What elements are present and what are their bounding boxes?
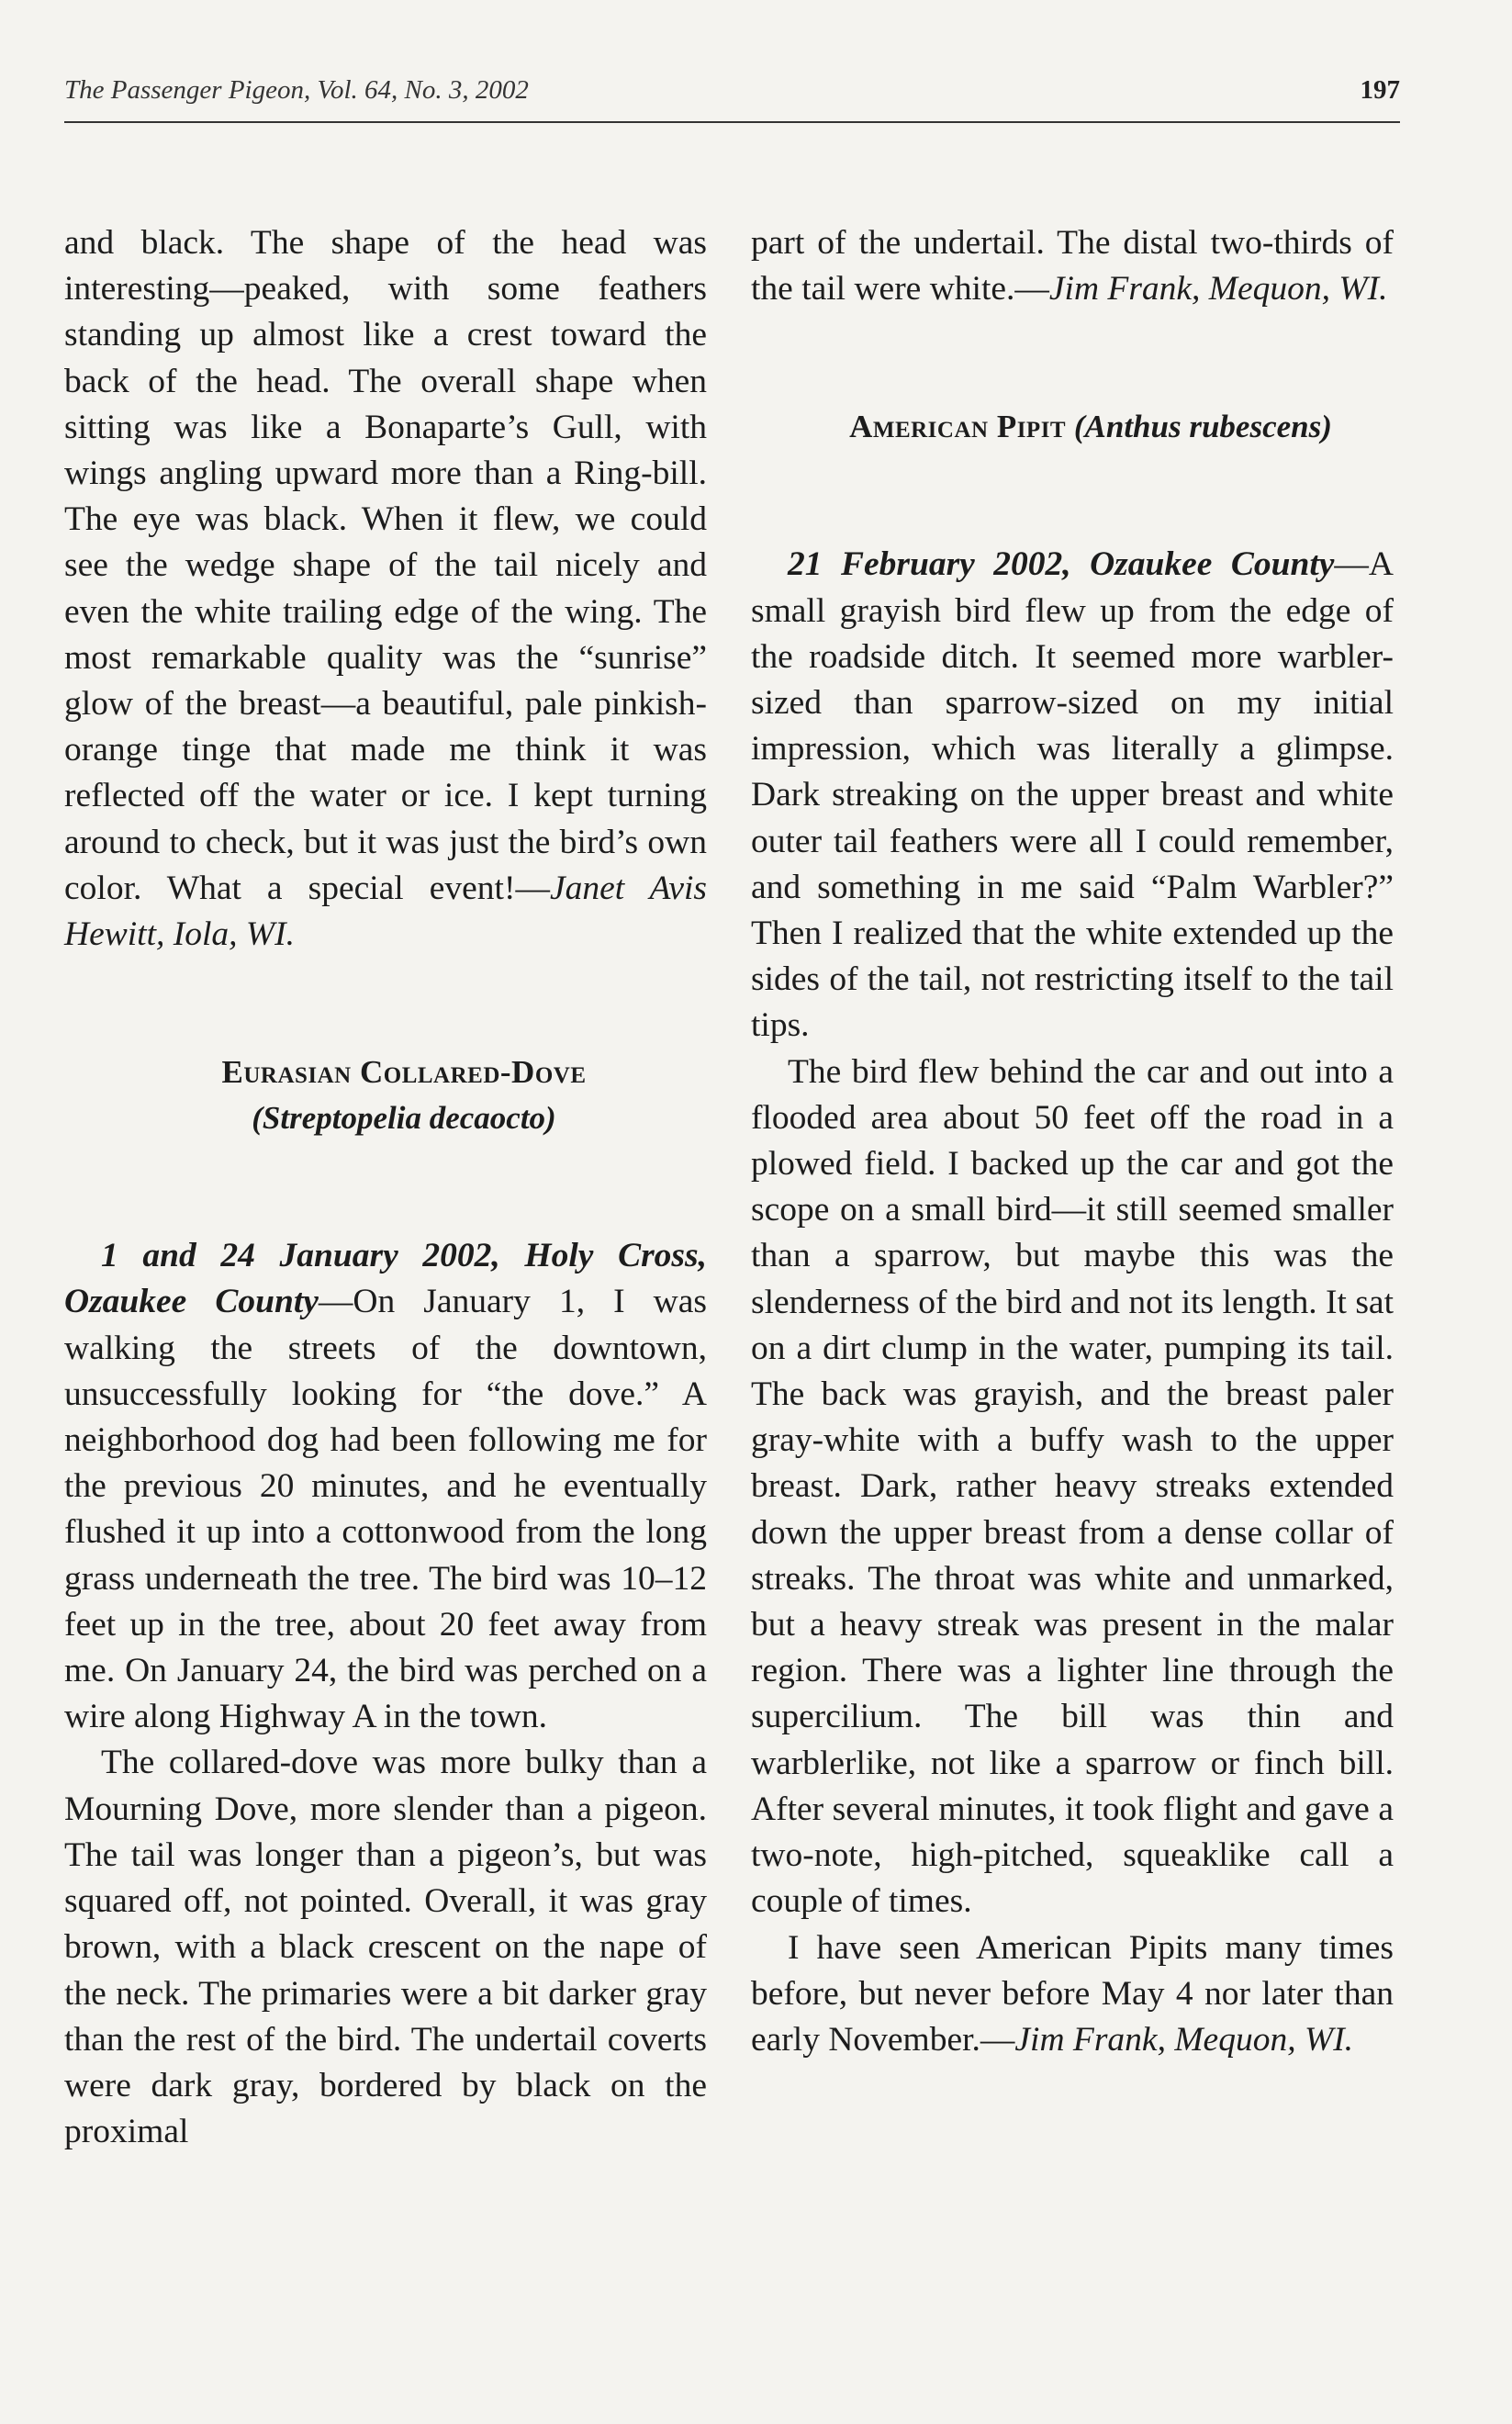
observation-date-location: 21 February 2002, Ozaukee County: [788, 545, 1335, 584]
right-column: [751, 220, 1394, 2063]
description-paragraph: The bird flew behind the car and out into a flooded area about 50 feet off the road in a plowed field. I backed up the car and got the scope on a small bird—it still seemed smaller than a sparrow, but maybe this was the slenderness of the bird and not its length. It sat on a dirt clump in the water, pumping its tail. The back was grayish, and the breast paler gray-white with a buffy wash to the upper breast. Dark, rather heavy streaks extended down the upper breast from a dense collar of streaks. The throat was white and unmarked, but a heavy streak was present in the malar region. There was a lighter line through the supercilium. The bill was thin and warblerlike, not like a sparrow or finch bill. After several minutes, it took flight and gave a two-note, high-pitched, squeaklike call a couple of times.: [751, 1052, 1394, 1921]
species-heading: [751, 404, 1394, 450]
paragraph-text: and black. The shape of the head was interesting—peaked, with some feathers standing up almost like a crest toward the back of the head. The overall shape when sitting was like a Bonaparte’s Gull, with wings angling upward more than a Ring-bill. The eye was black. When it flew, we could see the wedge shape of the tail nicely and even the white trailing edge of the wing. The most remarkable quality was the “sunrise” glow of the breast—a beautiful, pale pinkish-orange tinge that made me think it was reflected off the water or ice. I kept turning around to check, but it was just the bird’s own color. What a special event!—: [64, 224, 707, 907]
closing-paragraph: [751, 1925, 1394, 2064]
author-signature: Jim Frank, Mequon, WI.: [1014, 2020, 1354, 2059]
paragraph-text: —On January 1, I was walking the streets of the downtown, unsuccessfully looking for “the dove.” A neighborhood dog had been following me for the previous 20 minutes, and he eventually flushed it up into a cottonwood from the long grass underneath the tree. The bird was 10–12 feet up in the tree, about 20 feet away from me. On January 24, the bird was perched on a wire along Highway A in the town.: [64, 1283, 707, 1736]
species-heading-scientific: (Anthus rubescens): [1073, 409, 1332, 445]
observation-paragraph: [64, 1233, 707, 1740]
author-signature: Janet Avis Hewitt, Iola, WI.: [64, 869, 708, 954]
paragraph-text: —A small grayish bird flew up from the edge of the roadside ditch. It seemed more warbler-sized than sparrow-sized on my initial impression, which was literally a glimpse. Dark streaking on the upper breast and white outer tail feathers were all I could remember, and something in me said “Palm Warbler?” Then I realized that the white extended up the sides of the tail, not restricting itself to the tail tips.: [751, 545, 1394, 1045]
left-column: [64, 220, 707, 2155]
observation-paragraph: [751, 542, 1394, 1049]
description-paragraph: The collared-dove was more bulky than a Mourning Dove, more slender than a pigeon. The tail was longer than a pigeon’s, but was squared off, not pointed. Overall, it was gray brown, with a black crescent on the nape of the neck. The primaries were a bit darker gray than the rest of the bird. The undertail coverts were dark gray, bordered by black on the proximal: [64, 1744, 707, 2151]
paragraph-continuation: [751, 220, 1394, 312]
species-heading-common: American Pipit: [849, 409, 1067, 445]
observation-date-location: 1 and 24 January 2002, Holy Cross, Ozaukee County: [64, 1237, 707, 1321]
running-header: [64, 75, 1400, 123]
species-heading-common: Eurasian Collared-Dove: [221, 1054, 587, 1091]
paragraph-text: part of the undertail. The distal two-thirds of the tail were white.—: [751, 224, 1394, 309]
journal-citation: The Passenger Pigeon, Vol. 64, No. 3, 2002: [64, 75, 529, 105]
species-heading-scientific: (Streptopelia decaocto): [252, 1100, 556, 1137]
page-number: 197: [1360, 75, 1400, 105]
paragraph-text: I have seen American Pipits many times before, but never before May 4 nor later than early November.—: [751, 1928, 1394, 2059]
paragraph-continuation: [64, 220, 707, 958]
author-signature: Jim Frank, Mequon, WI.: [1048, 270, 1388, 309]
